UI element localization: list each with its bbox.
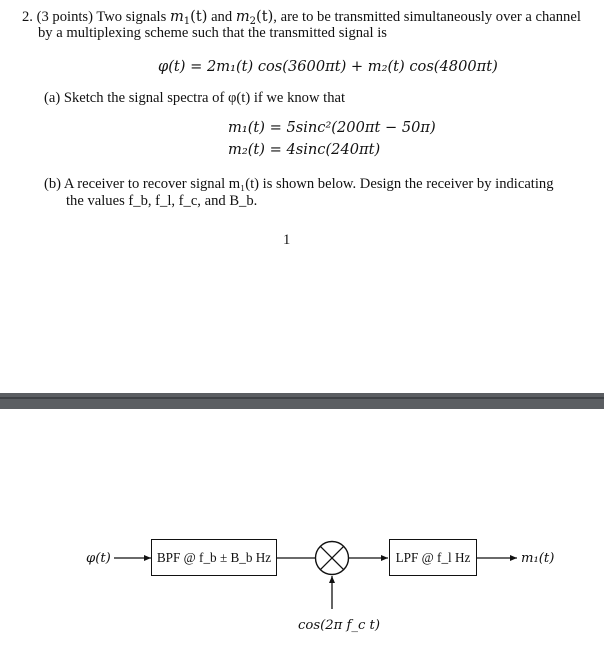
input-signal-label: φ(t) [86, 551, 111, 566]
page-number: 1 [283, 232, 291, 248]
main-equation: φ(t) = 2m₁(t) cos(3600πt) + m₂(t) cos(4800πt) [158, 58, 498, 75]
lpf-block [389, 539, 477, 576]
signal-m2: $m_2(t)$ [235, 8, 274, 27]
part-b-line2: the values f_b, f_l, f_c, and B_b. [66, 193, 258, 209]
intro-text-a: Two signals [96, 9, 167, 25]
page-divider [0, 393, 604, 409]
output-signal-label: m₁(t) [521, 551, 555, 566]
receiver-diagram-lines [0, 409, 604, 648]
problem-points: (3 points) [36, 9, 93, 25]
bpf-label: BPF @ f_b ± B_b Hz [156, 549, 272, 565]
part-a-text [44, 90, 345, 107]
problem-intro-line2: by a multiplexing scheme such that the transmitted signal is [38, 25, 387, 41]
part-b-label: (b) [44, 176, 62, 192]
part-b-sentence-1: A receiver to recover signal m₁(t) is shown below. Design the receiver by indicating [63, 176, 554, 192]
part-a-sentence: Sketch the signal spectra of φ(t) if we know that [63, 90, 346, 106]
carrier-label: cos(2π f_c t) [298, 618, 380, 633]
intro-text-b: , are to be transmitted simultaneously over a channel [273, 9, 581, 25]
part-b-line1 [44, 176, 554, 193]
signal-m1: $m_1(t)$ [169, 8, 208, 27]
intro-and: and [211, 9, 233, 25]
part-a-equation-2: m₂(t) = 4sinc(240πt) [228, 141, 381, 158]
part-a-equation-1: m₁(t) = 5sinc²(200πt − 50π) [228, 119, 436, 136]
mixer-icon [316, 542, 349, 575]
bpf-block [151, 539, 277, 576]
problem-intro-line1 [22, 8, 581, 26]
lpf-label: LPF @ f_l Hz [395, 549, 471, 565]
page-2 [0, 409, 604, 648]
part-a-label: (a) [44, 90, 61, 106]
problem-number: 2. [22, 9, 33, 25]
